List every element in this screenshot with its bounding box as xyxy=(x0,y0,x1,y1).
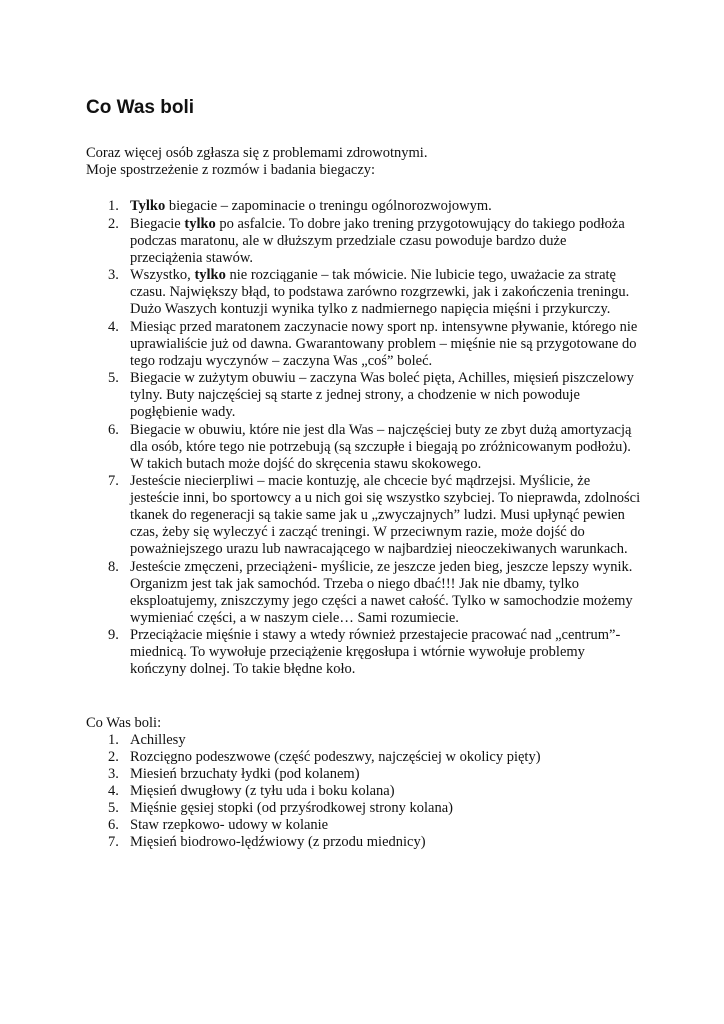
item-text: Rozcięgno podeszwowe (część podeszwy, najczęściej w okolicy pięty) xyxy=(130,749,541,765)
list-number: 6. xyxy=(108,421,119,438)
item-text: Miesiąc przed maratonem zaczynacie nowy sport np. intensywne pływanie, którego nie uprawialiście już od dawna. Gwarantowany problem – mięśnie nie są przygotowane do tego rodzaju wyczynów – zaczyna Was „coś” boleć. xyxy=(130,318,638,369)
list-item xyxy=(108,817,642,834)
list-item xyxy=(108,198,642,215)
list-item xyxy=(108,783,642,800)
list-number: 3. xyxy=(108,267,119,283)
bold-text: tylko xyxy=(194,267,226,283)
item-text-pre: Wszystko, xyxy=(130,267,195,283)
item-text: biegacie – zapominacie o treningu ogólnorozwojowym. xyxy=(165,198,492,214)
item-text: nie rozciąganie – tak mówicie. Nie lubicie tego, uważacie za stratę czasu. Największy błąd, to podstawa zarówno rozgrzewki, jak i zakończenia treningu. Dużo Waszych kontuzji wynika tylko z nadmiernego napięcia mięśni i przykurczy. xyxy=(130,267,630,317)
list-item xyxy=(108,800,642,817)
item-text: Mięsień biodrowo-lędźwiowy (z przodu miednicy) xyxy=(130,834,426,850)
list-item xyxy=(108,749,642,766)
section-heading: Co Was boli: xyxy=(86,715,162,731)
item-text: Jesteście niecierpliwi – macie kontuzję, ale chcecie być mądrzejsi. Myślicie, że jesteście inni, bo sportowcy a u nich goi się wszystko szybciej. To nieprawda, zdolności tkanek do regeneracji są takie same jak u „zwyczajnych” ludzi. Musi upłynąć pewien czas, żeby się wyleczyć i zacząć treningi. W przeciwnym razie, może dojść do poważniejszego urazu lub nawracającego w najbardziej nieoczekiwanych warunkach. xyxy=(130,473,641,557)
item-text: po asfalcie. To dobre jako trening przygotowujący do takiego podłoża podczas maratonu, ale w dłuższym przedziale czasu powoduje bardzo duże przeciążenia stawów. xyxy=(130,215,625,266)
list-number: 7. xyxy=(108,834,119,850)
item-text: Biegacie w obuwiu, które nie jest dla Was – najczęściej buty ze zbyt dużą amortyzacją dla osób, które tego nie potrzebują (są szczupłe i biegają po zróżnicowanym podłożu). W takich butach może dojść do skręcenia stawu skokowego. xyxy=(130,421,632,472)
list-number: 9. xyxy=(108,627,119,643)
pains-list xyxy=(108,732,642,851)
intro xyxy=(86,145,646,179)
list-item xyxy=(108,834,642,851)
intro-line-2: Moje spostrzeżenie z rozmów i badania biegaczy: xyxy=(86,162,376,178)
bold-text: Tylko xyxy=(130,198,166,214)
list-item xyxy=(108,370,642,421)
list-number: 2. xyxy=(108,749,119,765)
list-item xyxy=(108,766,642,783)
item-text: Przeciążacie mięśnie i stawy a wtedy również przestajecie pracować nad „centrum”- miednicą. To wywołuje przeciążenie kręgosłupa i wtórnie wywołuje problemy kończyny dolnej. To takie błędne koło. xyxy=(130,627,621,677)
item-text: Miesień brzuchaty łydki (pod kolanem) xyxy=(130,766,360,782)
list-number: 3. xyxy=(108,766,119,782)
list-number: 4. xyxy=(108,783,119,799)
list-number: 1. xyxy=(108,198,119,214)
problems-list xyxy=(108,198,642,679)
list-item xyxy=(108,421,642,473)
item-text: Jesteście zmęczeni, przeciążeni- myślicie, ze jeszcze jeden bieg, jeszcze lepszy wynik. Organizm jest tak jak samochód. Trzeba o niego dbać!!! Jak nie dbamy, tylko eksploatujemy, zniszczymy jego części a nawet całość. Tylko w samochodzie możemy wymieniać części, a w naszym ciele… Sami rozumiecie. xyxy=(130,558,633,626)
list-item xyxy=(108,267,642,318)
item-text: Achillesy xyxy=(130,732,186,748)
list-number: 4. xyxy=(108,318,119,335)
list-number: 1. xyxy=(108,732,119,748)
list-item xyxy=(108,732,642,749)
bold-text: tylko xyxy=(184,215,216,232)
item-text: Mięsień dwugłowy (z tyłu uda i boku kolana) xyxy=(130,783,395,799)
list-number: 6. xyxy=(108,817,119,833)
list-item xyxy=(108,318,642,370)
list-number: 8. xyxy=(108,558,119,575)
document-title: Co Was boli xyxy=(86,97,195,118)
item-text: Mięśnie gęsiej stopki (od przyśrodkowej strony kolana) xyxy=(130,800,453,816)
item-text: Staw rzepkowo- udowy w kolanie xyxy=(130,817,329,833)
list-number: 5. xyxy=(108,370,119,386)
item-text-pre: Biegacie xyxy=(130,215,185,232)
item-text: Biegacie w zużytym obuwiu – zaczyna Was boleć pięta, Achilles, mięsień piszczelowy tylny. Buty najczęściej są starte z jednej strony, a chodzenie w nich powoduje pogłębienie wady. xyxy=(130,370,634,420)
list-item xyxy=(108,473,642,558)
list-item xyxy=(108,215,642,267)
list-item xyxy=(108,627,642,678)
list-number: 7. xyxy=(108,473,119,489)
list-number: 5. xyxy=(108,800,119,816)
intro-line-1: Coraz więcej osób zgłasza się z problemami zdrowotnymi. xyxy=(86,145,428,161)
list-number: 2. xyxy=(108,215,119,232)
list-item xyxy=(108,558,642,627)
